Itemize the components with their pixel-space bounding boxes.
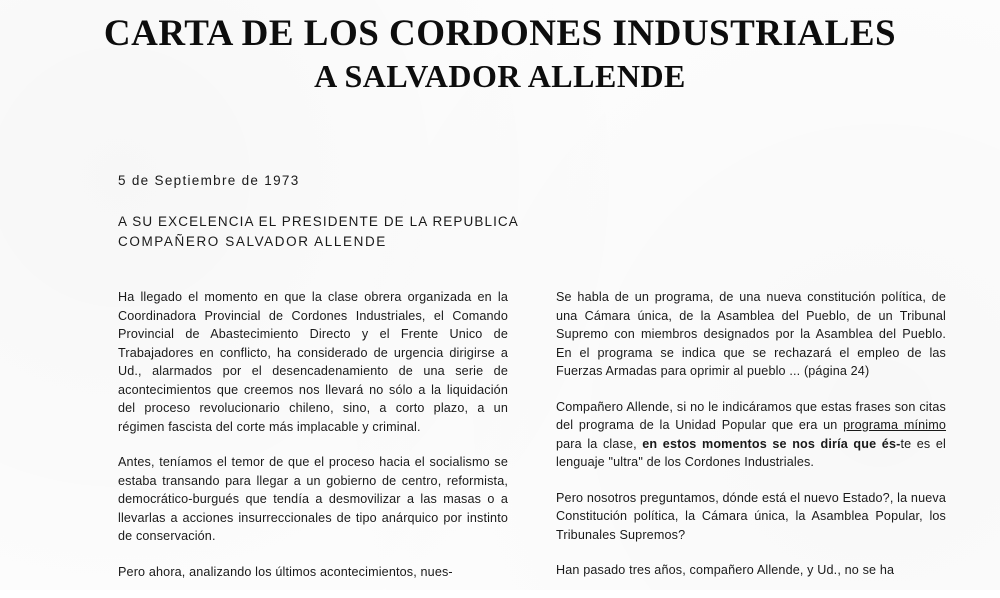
document-title xyxy=(0,14,1000,95)
right-column xyxy=(556,288,946,596)
right-paragraph-1: Se habla de un programa, de una nueva constitución política, de una Cámara única, de la Asamblea del Pueblo, de un Tribunal Supremo con miembros designados por la Asamblea del Pueblo. En el programa se indica que se rechazará el empleo de las Fuerzas Armadas para oprimir al pueblo ... (página 24) xyxy=(556,290,946,378)
left-paragraph-2: Antes, teníamos el temor de que el proceso hacia el socialismo se estaba transando para llegar a un gobierno de centro, reformista, democrático-burgués que tendía a desmovilizar a las masas o a llevarlas a acciones insurreccionales de tipo anárquico por instinto de conservación. xyxy=(118,455,508,543)
body-columns xyxy=(0,288,1000,590)
right-paragraph-4: Han pasado tres años, compañero Allende, y Ud., no se ha xyxy=(556,563,895,577)
right-paragraph-2-part-2: para la clase, xyxy=(556,436,643,451)
document-date: 5 de Septiembre de 1973 xyxy=(118,173,300,188)
addressee-line-2: COMPAÑERO SALVADOR ALLENDE xyxy=(118,233,387,249)
left-paragraph-1: Ha llegado el momento en que la clase obrera organizada en la Coordinadora Provincial de Cordones Industriales, el Comando Provincial de Abastecimiento Directo y el Frente Unico de Trabajadores en conflicto, ha considerado de urgencia dirigirse a Ud., alarmados por el desencadenamiento de una serie de acontecimientos que creemos nos llevará no sólo a la liquidación del proceso revolucionario chileno, sino, a corto plazo, a un régimen fascista del corte más implacable y criminal. xyxy=(118,290,508,434)
addressee-line-1: A SU EXCELENCIA EL PRESIDENTE DE LA REPUBLICA xyxy=(118,214,519,229)
left-paragraph-3: Pero ahora, analizando los últimos acontecimientos, nues- xyxy=(118,564,453,579)
right-paragraph-2 xyxy=(556,398,946,472)
right-paragraph-2-underlined: programa mínimo xyxy=(843,418,947,432)
title-line-1: CARTA DE LOS CORDONES INDUSTRIALES xyxy=(103,13,897,54)
right-paragraph-3: Pero nosotros preguntamos, dónde está el nuevo Estado?, la nueva Constitución política, la Cámara única, la Asamblea Popular, los Tribunales Supremos? xyxy=(556,490,946,542)
title-line-2: A SALVADOR ALLENDE xyxy=(314,57,686,94)
right-paragraph-2-part-1: Compañero Allende, si no le indicáramos que estas frases son citas del programa de la Unidad Popular que era un xyxy=(556,399,946,432)
left-column xyxy=(118,288,508,598)
right-paragraph-2-part-3: te es el lenguaje "ultra" de los Cordones Industriales. xyxy=(556,436,946,469)
right-paragraph-2-bold: en estos momentos se nos diría que és- xyxy=(642,436,901,451)
addressee-block xyxy=(118,212,519,251)
